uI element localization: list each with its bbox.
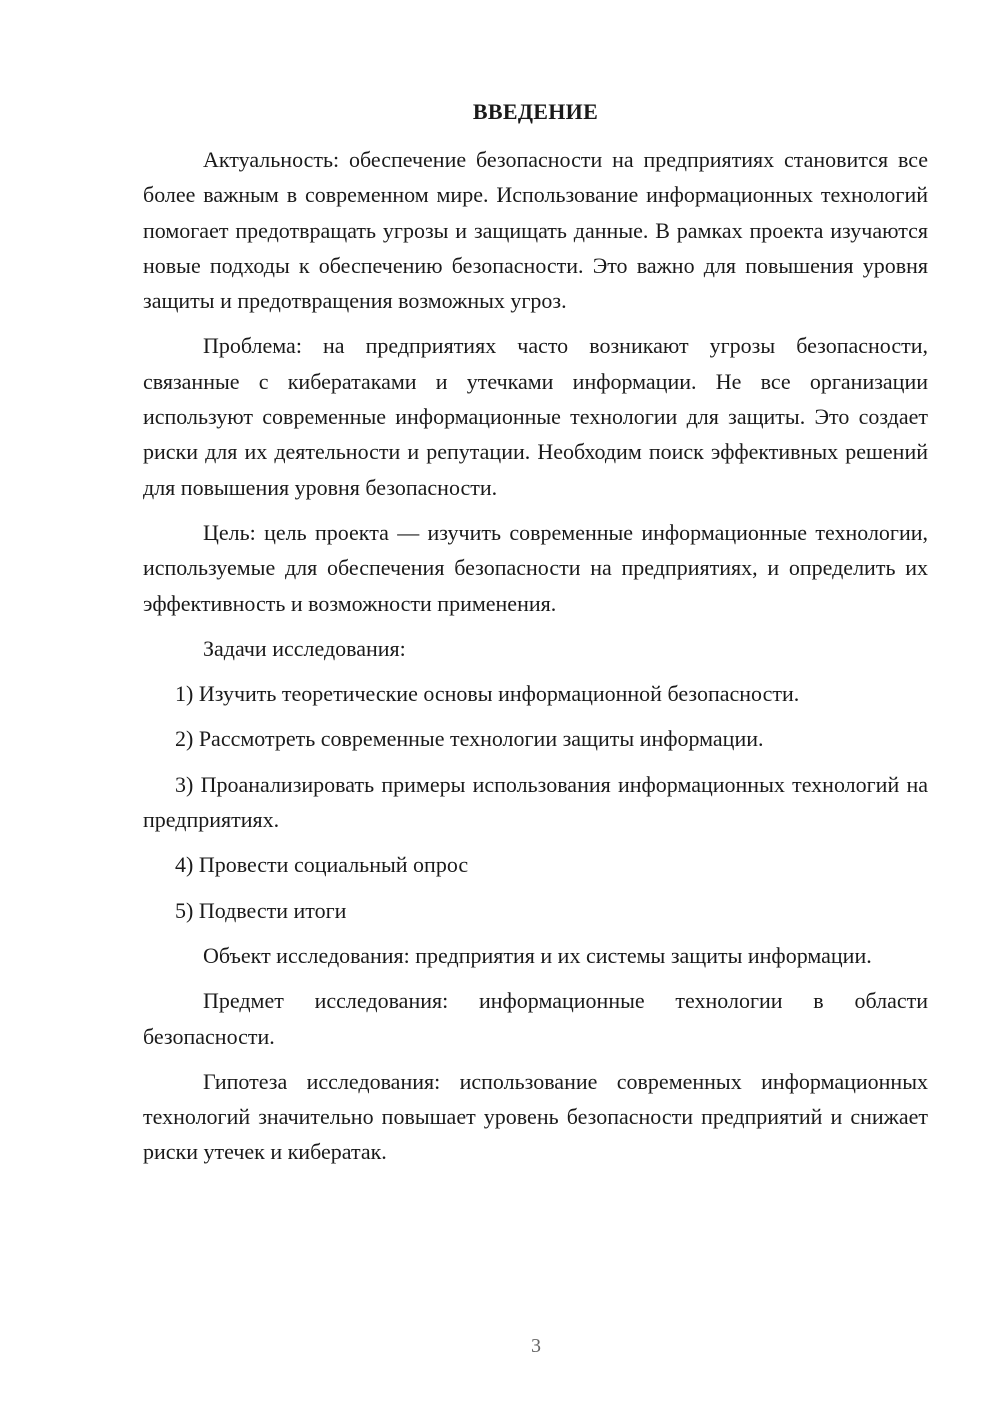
section-title: ВВЕДЕНИЕ: [472, 99, 599, 124]
task-item-2: 2) Рассмотреть современные технологии защиты информации.: [175, 726, 764, 752]
paragraph-object: Объект исследования: предприятия и их системы защиты информации.: [203, 942, 872, 968]
task-item-5: 5) Подвести итоги: [175, 897, 347, 923]
paragraph-hypothesis: Гипотеза исследования: использование современных информационных технологий значительно повышает уровень безопасности предприятий и снижает риски утечек и кибератак.: [143, 1068, 928, 1165]
page-number: 3: [531, 1335, 541, 1357]
document-body: [143, 142, 928, 1180]
task-item-3: 3) Проанализировать примеры использования информационных технологий на предприятиях.: [143, 771, 928, 833]
paragraph-tasks-heading: Задачи исследования:: [203, 635, 406, 661]
paragraph-goal: Цель: цель проекта — изучить современные информационные технологии, используемые для обеспечения безопасности на предприятиях, и определить их эффективность и возможности применения.: [143, 519, 928, 616]
task-item-1: 1) Изучить теоретические основы информационной безопасности.: [175, 681, 800, 707]
task-item-4: 4) Провести социальный опрос: [175, 852, 469, 878]
paragraph-problem: Проблема: на предприятиях часто возникают угрозы безопасности, связанные с кибератаками и утечками информации. Не все организации используют современные информационные технологии для защиты. Это создает риски для их деятельности и репутации. Необходим поиск эффективных решений для повышения уровня безопасности.: [143, 333, 928, 500]
paragraph-subject: Предмет исследования: информационные технологии в области безопасности.: [143, 988, 928, 1049]
paragraph-relevance: Актуальность: обеспечение безопасности на предприятиях становится все более важным в современном мире. Использование информационных технологий помогает предотвращать угрозы и защищать данные. В рамках проекта изучаются новые подходы к обеспечению безопасности. Это важно для повышения уровня защиты и предотвращения возможных угроз.: [143, 147, 928, 314]
